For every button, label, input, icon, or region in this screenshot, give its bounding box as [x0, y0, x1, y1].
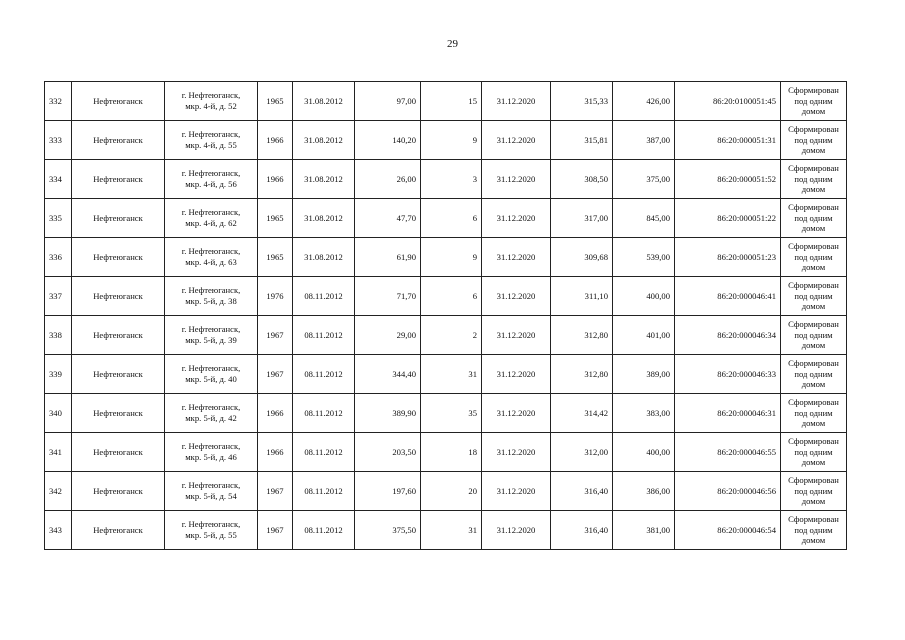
land-status-cell [781, 238, 847, 277]
recognition-date-cell: 31.08.2012 [293, 160, 355, 199]
address-line-2: мкр. 5-й, д. 40 [185, 374, 237, 384]
year-built-cell: 1966 [258, 160, 293, 199]
status-line-2: под одним [794, 446, 833, 457]
city-cell: Нефтеюганск [72, 355, 165, 394]
city-cell: Нефтеюганск [72, 394, 165, 433]
address-line-2: мкр. 5-й, д. 38 [185, 296, 237, 306]
value-1-cell: 317,00 [551, 199, 613, 238]
recognition-date-cell: 08.11.2012 [293, 277, 355, 316]
status-line-2: под одним [794, 212, 833, 223]
row-number-cell: 334 [45, 160, 72, 199]
status-line-3: домом [801, 184, 826, 195]
year-built-cell: 1976 [258, 277, 293, 316]
value-1-cell: 309,68 [551, 238, 613, 277]
table-row [45, 238, 847, 277]
area-cell: 389,90 [355, 394, 421, 433]
row-number-cell: 333 [45, 121, 72, 160]
area-cell: 47,70 [355, 199, 421, 238]
address-line-1: г. Нефтеюганск, [181, 363, 241, 374]
area-cell: 29,00 [355, 316, 421, 355]
area-cell: 344,40 [355, 355, 421, 394]
address-cell [165, 82, 258, 121]
page-number: 29 [447, 38, 458, 50]
address-line-1: г. Нефтеюганск, [181, 168, 241, 179]
table-row [45, 199, 847, 238]
value-2-cell: 400,00 [613, 277, 675, 316]
city-cell: Нефтеюганск [72, 472, 165, 511]
address-line-2: мкр. 5-й, д. 39 [185, 335, 237, 345]
city-cell: Нефтеюганск [72, 433, 165, 472]
value-1-cell: 311,10 [551, 277, 613, 316]
deadline-date-cell: 31.12.2020 [482, 316, 551, 355]
deadline-date-cell: 31.12.2020 [482, 472, 551, 511]
row-number-cell: 337 [45, 277, 72, 316]
address-line-2: мкр. 5-й, д. 46 [185, 452, 237, 462]
land-status-cell [781, 121, 847, 160]
value-2-cell: 539,00 [613, 238, 675, 277]
status-line-1: Сформирован [788, 513, 839, 524]
city-cell: Нефтеюганск [72, 160, 165, 199]
address-line-2: мкр. 4-й, д. 52 [185, 101, 237, 111]
table-row [45, 394, 847, 433]
recognition-date-cell: 31.08.2012 [293, 121, 355, 160]
value-1-cell: 315,81 [551, 121, 613, 160]
cadastral-number-cell: 86:20:000046:55 [675, 433, 781, 472]
status-line-3: домом [801, 106, 826, 117]
address-cell [165, 472, 258, 511]
row-number-cell: 341 [45, 433, 72, 472]
status-line-3: домом [801, 535, 826, 546]
year-built-cell: 1967 [258, 316, 293, 355]
recognition-date-cell: 31.08.2012 [293, 238, 355, 277]
city-cell: Нефтеюганск [72, 82, 165, 121]
recognition-date-cell: 08.11.2012 [293, 355, 355, 394]
residents-count-cell: 18 [421, 433, 482, 472]
status-line-2: под одним [794, 290, 833, 301]
year-built-cell: 1965 [258, 238, 293, 277]
value-1-cell: 314,42 [551, 394, 613, 433]
area-cell: 71,70 [355, 277, 421, 316]
address-line-1: г. Нефтеюганск, [181, 480, 241, 491]
cadastral-number-cell: 86:20:000046:56 [675, 472, 781, 511]
cadastral-number-cell: 86:20:000046:54 [675, 511, 781, 550]
deadline-date-cell: 31.12.2020 [482, 355, 551, 394]
row-number-cell: 335 [45, 199, 72, 238]
value-1-cell: 316,40 [551, 511, 613, 550]
status-line-1: Сформирован [788, 84, 839, 95]
deadline-date-cell: 31.12.2020 [482, 433, 551, 472]
residents-count-cell: 31 [421, 511, 482, 550]
address-line-1: г. Нефтеюганск, [181, 324, 241, 335]
residents-count-cell: 20 [421, 472, 482, 511]
row-number-cell: 343 [45, 511, 72, 550]
city-cell: Нефтеюганск [72, 316, 165, 355]
residents-count-cell: 31 [421, 355, 482, 394]
address-cell [165, 433, 258, 472]
table-row [45, 82, 847, 121]
value-1-cell: 315,33 [551, 82, 613, 121]
land-status-cell [781, 199, 847, 238]
address-line-2: мкр. 4-й, д. 62 [185, 218, 237, 228]
address-line-1: г. Нефтеюганск, [181, 90, 241, 101]
area-cell: 140,20 [355, 121, 421, 160]
deadline-date-cell: 31.12.2020 [482, 394, 551, 433]
value-1-cell: 312,00 [551, 433, 613, 472]
land-status-cell [781, 511, 847, 550]
address-line-2: мкр. 5-й, д. 42 [185, 413, 237, 423]
status-line-1: Сформирован [788, 123, 839, 134]
address-cell [165, 160, 258, 199]
value-1-cell: 312,80 [551, 316, 613, 355]
row-number-cell: 332 [45, 82, 72, 121]
status-line-1: Сформирован [788, 396, 839, 407]
residents-count-cell: 9 [421, 238, 482, 277]
land-status-cell [781, 394, 847, 433]
value-2-cell: 387,00 [613, 121, 675, 160]
land-status-cell [781, 82, 847, 121]
status-line-3: домом [801, 457, 826, 468]
row-number-cell: 342 [45, 472, 72, 511]
recognition-date-cell: 08.11.2012 [293, 433, 355, 472]
value-2-cell: 381,00 [613, 511, 675, 550]
area-cell: 61,90 [355, 238, 421, 277]
status-line-1: Сформирован [788, 201, 839, 212]
status-line-1: Сформирован [788, 162, 839, 173]
status-line-2: под одним [794, 251, 833, 262]
value-2-cell: 426,00 [613, 82, 675, 121]
value-1-cell: 316,40 [551, 472, 613, 511]
table-row [45, 121, 847, 160]
city-cell: Нефтеюганск [72, 121, 165, 160]
land-status-cell [781, 433, 847, 472]
status-line-2: под одним [794, 524, 833, 535]
table-row [45, 277, 847, 316]
year-built-cell: 1965 [258, 199, 293, 238]
status-line-1: Сформирован [788, 318, 839, 329]
city-cell: Нефтеюганск [72, 277, 165, 316]
recognition-date-cell: 31.08.2012 [293, 82, 355, 121]
residents-count-cell: 6 [421, 277, 482, 316]
status-line-3: домом [801, 262, 826, 273]
residents-count-cell: 2 [421, 316, 482, 355]
deadline-date-cell: 31.12.2020 [482, 511, 551, 550]
status-line-2: под одним [794, 134, 833, 145]
recognition-date-cell: 08.11.2012 [293, 472, 355, 511]
value-2-cell: 375,00 [613, 160, 675, 199]
cadastral-number-cell: 86:20:000046:34 [675, 316, 781, 355]
area-cell: 197,60 [355, 472, 421, 511]
status-line-2: под одним [794, 173, 833, 184]
land-status-cell [781, 355, 847, 394]
value-2-cell: 389,00 [613, 355, 675, 394]
address-line-1: г. Нефтеюганск, [181, 246, 241, 257]
value-2-cell: 400,00 [613, 433, 675, 472]
year-built-cell: 1967 [258, 355, 293, 394]
value-1-cell: 308,50 [551, 160, 613, 199]
cadastral-number-cell: 86:20:000051:23 [675, 238, 781, 277]
year-built-cell: 1966 [258, 121, 293, 160]
table-row [45, 433, 847, 472]
table-row [45, 511, 847, 550]
table-row [45, 316, 847, 355]
status-line-1: Сформирован [788, 240, 839, 251]
value-2-cell: 383,00 [613, 394, 675, 433]
address-line-2: мкр. 4-й, д. 55 [185, 140, 237, 150]
land-status-cell [781, 160, 847, 199]
status-line-1: Сформирован [788, 435, 839, 446]
address-line-2: мкр. 5-й, д. 55 [185, 530, 237, 540]
cadastral-number-cell: 86:20:000046:33 [675, 355, 781, 394]
cadastral-number-cell: 86:20:000051:31 [675, 121, 781, 160]
status-line-3: домом [801, 223, 826, 234]
cadastral-number-cell: 86:20:000046:31 [675, 394, 781, 433]
address-line-1: г. Нефтеюганск, [181, 441, 241, 452]
address-cell [165, 238, 258, 277]
residents-count-cell: 15 [421, 82, 482, 121]
city-cell: Нефтеюганск [72, 238, 165, 277]
land-status-cell [781, 316, 847, 355]
residents-count-cell: 3 [421, 160, 482, 199]
year-built-cell: 1965 [258, 82, 293, 121]
residents-count-cell: 9 [421, 121, 482, 160]
status-line-2: под одним [794, 329, 833, 340]
deadline-date-cell: 31.12.2020 [482, 160, 551, 199]
table-row [45, 355, 847, 394]
residents-count-cell: 35 [421, 394, 482, 433]
row-number-cell: 336 [45, 238, 72, 277]
housing-registry-table [44, 81, 847, 550]
recognition-date-cell: 08.11.2012 [293, 316, 355, 355]
area-cell: 26,00 [355, 160, 421, 199]
address-cell [165, 277, 258, 316]
land-status-cell [781, 277, 847, 316]
status-line-3: домом [801, 340, 826, 351]
address-line-2: мкр. 4-й, д. 63 [185, 257, 237, 267]
value-1-cell: 312,80 [551, 355, 613, 394]
status-line-2: под одним [794, 368, 833, 379]
area-cell: 203,50 [355, 433, 421, 472]
status-line-2: под одним [794, 95, 833, 106]
row-number-cell: 338 [45, 316, 72, 355]
residents-count-cell: 6 [421, 199, 482, 238]
address-line-1: г. Нефтеюганск, [181, 285, 241, 296]
cadastral-number-cell: 86:20:000051:52 [675, 160, 781, 199]
year-built-cell: 1967 [258, 472, 293, 511]
year-built-cell: 1966 [258, 394, 293, 433]
deadline-date-cell: 31.12.2020 [482, 238, 551, 277]
status-line-3: домом [801, 301, 826, 312]
value-2-cell: 401,00 [613, 316, 675, 355]
status-line-2: под одним [794, 407, 833, 418]
table-body [45, 82, 847, 550]
row-number-cell: 339 [45, 355, 72, 394]
address-line-2: мкр. 4-й, д. 56 [185, 179, 237, 189]
value-2-cell: 386,00 [613, 472, 675, 511]
recognition-date-cell: 08.11.2012 [293, 394, 355, 433]
address-cell [165, 121, 258, 160]
status-line-3: домом [801, 145, 826, 156]
area-cell: 375,50 [355, 511, 421, 550]
address-cell [165, 316, 258, 355]
land-status-cell [781, 472, 847, 511]
status-line-1: Сформирован [788, 474, 839, 485]
deadline-date-cell: 31.12.2020 [482, 277, 551, 316]
area-cell: 97,00 [355, 82, 421, 121]
status-line-3: домом [801, 496, 826, 507]
deadline-date-cell: 31.12.2020 [482, 121, 551, 160]
cadastral-number-cell: 86:20:0100051:45 [675, 82, 781, 121]
recognition-date-cell: 08.11.2012 [293, 511, 355, 550]
address-line-1: г. Нефтеюганск, [181, 519, 241, 530]
status-line-3: домом [801, 379, 826, 390]
recognition-date-cell: 31.08.2012 [293, 199, 355, 238]
address-cell [165, 199, 258, 238]
deadline-date-cell: 31.12.2020 [482, 199, 551, 238]
table-row [45, 472, 847, 511]
cadastral-number-cell: 86:20:000051:22 [675, 199, 781, 238]
city-cell: Нефтеюганск [72, 199, 165, 238]
row-number-cell: 340 [45, 394, 72, 433]
address-cell [165, 511, 258, 550]
value-2-cell: 845,00 [613, 199, 675, 238]
cadastral-number-cell: 86:20:000046:41 [675, 277, 781, 316]
status-line-1: Сформирован [788, 357, 839, 368]
city-cell: Нефтеюганск [72, 511, 165, 550]
status-line-1: Сформирован [788, 279, 839, 290]
status-line-2: под одним [794, 485, 833, 496]
address-cell [165, 355, 258, 394]
year-built-cell: 1967 [258, 511, 293, 550]
address-line-1: г. Нефтеюганск, [181, 207, 241, 218]
address-line-1: г. Нефтеюганск, [181, 129, 241, 140]
address-cell [165, 394, 258, 433]
year-built-cell: 1966 [258, 433, 293, 472]
status-line-3: домом [801, 418, 826, 429]
deadline-date-cell: 31.12.2020 [482, 82, 551, 121]
address-line-2: мкр. 5-й, д. 54 [185, 491, 237, 501]
address-line-1: г. Нефтеюганск, [181, 402, 241, 413]
table-row [45, 160, 847, 199]
